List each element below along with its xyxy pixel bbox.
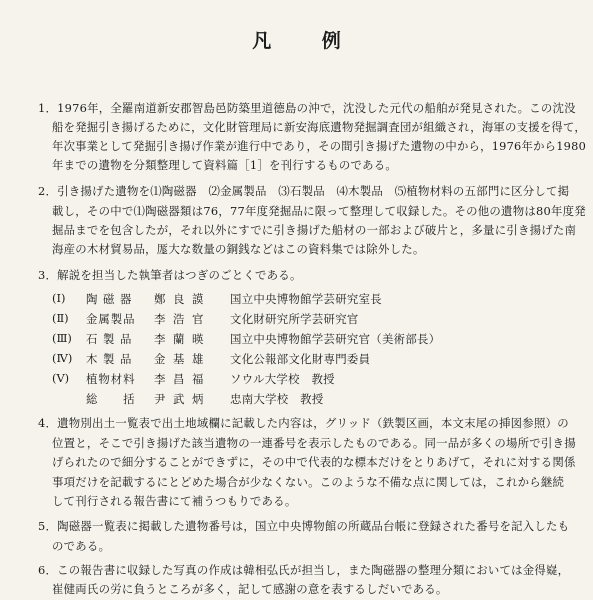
item-5-line-1: 5．陶磁器一覧表に掲載した遺物番号は，国立中央博物館の所蔵品台帳に登録された番号を記入したも: [38, 519, 570, 533]
item-4-line-3: げられたので細分することができずに，その中で代表的な標本だけをとりあげて，それに対する関係: [52, 455, 576, 469]
item-2-line-4: 海産の木材貿易品，厖大な数量の銅銭などはこの資料集では除外した。: [52, 242, 425, 256]
author-category: 陶 磁 器: [86, 292, 133, 306]
author-number: (Ⅳ): [52, 351, 73, 365]
author-number: (Ⅰ): [52, 291, 66, 305]
item-2-line-3: 掘品までを包含したが，それ以外にすでに引き揚げた船材の一部および破片と，多量に引き揚げた南: [52, 223, 577, 237]
item-5-line-2: のである。: [52, 539, 111, 553]
item-4-line-5: して刊行される報告書にて補うつもりである。: [52, 494, 297, 508]
item-1-line-4: 年までの遺物を分類整理して資料篇［1］を刊行するものである。: [52, 158, 398, 172]
author-category: 植物材料: [86, 372, 136, 386]
item-4-line-4: 事項だけを記載するにとどめた場合が少なくない。このような不備な点に関しては，これから継続: [52, 475, 565, 489]
item-6-line-1: 6．この報告書に収録した写真の作成は韓相弘氏が担当し，また陶磁器の整理分類においては金得嶷，: [38, 563, 570, 577]
author-category: 石 製 品: [86, 332, 133, 346]
author-affiliation: 文化財研究所学芸研究官: [230, 312, 359, 326]
author-number: (Ⅲ): [52, 331, 72, 345]
author-name: 鄭 良 謨: [154, 292, 206, 306]
author-name: 金 基 雄: [154, 352, 206, 366]
author-affiliation: 国立中央博物館学芸研究官（美術部長）: [230, 332, 441, 346]
author-name: 李 浩 官: [154, 312, 206, 326]
item-3-line-1: 3．解説を担当した執筆者はつぎのごとくである。: [38, 268, 302, 282]
author-category: 木 製 品: [86, 352, 133, 366]
page-title: 凡 例: [252, 30, 363, 52]
author-category: 金属製品: [86, 312, 136, 326]
author-affiliation: 国立中央博物館学芸研究室長: [230, 292, 382, 306]
item-6-line-2: 崔健両氏の労に負うところが多く，記して感謝の意を表するしだいである。: [52, 582, 448, 596]
item-4-line-1: 4．遺物別出土一覧表で出土地域欄に記載した内容は，グリッド（鉄製区画，本文末尾の挿図参照）の: [38, 416, 569, 430]
author-number: (Ⅱ): [52, 311, 69, 325]
item-2-line-1: 2．引き揚げた遺物を⑴陶磁器 ⑵金属製品 ⑶石製品 ⑷木製品 ⑸植物材料の五部門に区分して掲: [38, 184, 570, 198]
author-number: (Ⅴ): [52, 371, 70, 385]
author-name: 李 昌 福: [154, 372, 206, 386]
item-1-line-2: 船を発掘引き揚げるために，文化財管理局に新安海底遺物発掘調査団が組織され，海軍の支援を得て，: [52, 120, 587, 134]
author-name: 尹 武 炳: [154, 392, 206, 406]
item-1-line-3: 年次事業として発掘引き揚げ作業が進行中であり，その間引き揚げた遺物の中から，1976年から1980: [52, 139, 587, 153]
author-affiliation: 忠南大学校 教授: [230, 392, 324, 406]
author-category: 総 括: [86, 392, 136, 406]
author-affiliation: ソウル大学校 教授: [230, 372, 335, 386]
author-name: 李 蘭 暎: [154, 332, 206, 346]
author-affiliation: 文化公報部文化財専門委員: [230, 352, 371, 366]
item-1-line-1: 1．1976年，全羅南道新安郡智島邑防築里道德島の沖で，沈没した元代の船舶が発見された。この沈没: [38, 101, 576, 115]
item-2-line-2: 載し，その中で⑴陶磁器類は76，77年度発掘品に限って整理して収録した。その他の遺物は80年度発: [52, 204, 586, 218]
item-4-line-2: 位置と，そこで引き揚げた該当遺物の一連番号を表示したものである。同一品が多くの場所で引き揚: [52, 436, 576, 450]
